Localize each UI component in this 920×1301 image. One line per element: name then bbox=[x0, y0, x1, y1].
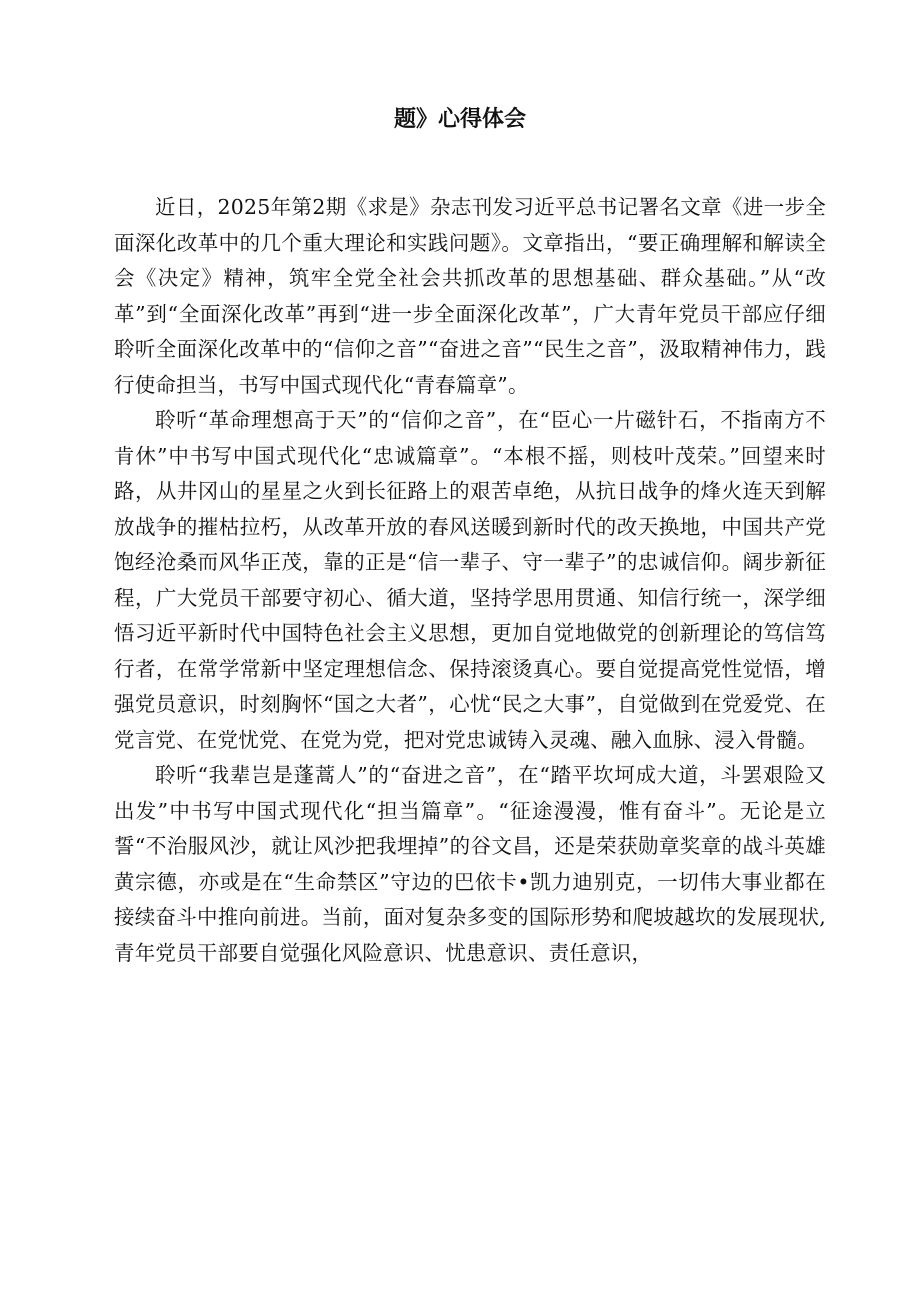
paragraph: 聆听“革命理想高于天”的“信仰之音”，在“臣心一片磁针石，不指南方不肯休”中书写中国式现代化“忠诚篇章”。“本根不摇，则枝叶茂荣。”回望来时路，从井冈山的星星之火到长征路上的艰苦卓绝，从抗日战争的烽火连天到解放战争的摧枯拉朽，从改革开放的春风送暖到新时代的改天换地，中国共产党饱经沧桑而风华正茂，靠的正是“信一辈子、守一辈子”的忠诚信仰。阔步新征程，广大党员干部要守初心、循大道，坚持学思用贯通、知信行统一，深学细悟习近平新时代中国特色社会主义思想，更加自觉地做党的创新理论的笃信笃行者，在常学常新中坚定理想信念、保持滚烫真心。要自觉提高党性觉悟，增强党员意识，时刻胸怀“国之大者”，心忧“民之大事”，自觉做到在党爱党、在党言党、在党忧党、在党为党，把对党忠诚铸入灵魂、融入血脉、浸入骨髓。 bbox=[114, 408, 826, 752]
document-title: 题》心得体会 bbox=[393, 107, 526, 132]
paragraph: 近日，2025年第2期《求是》杂志刊发习近平总书记署名文章《进一步全面深化改革中的几个重大理论和实践问题》。文章指出，“要正确理解和解读全会《决定》精神，筑牢全党全社会共抓改革的思想基础、群众基础。”从“改革”到“全面深化改革”再到“进一步全面深化改革”，广大青年党员干部应仔细聆听全面深化改革中的“信仰之音”“奋进之音”“民生之音”，汲取精神伟力，践行使命担当，书写中国式现代化“青春篇章”。 bbox=[114, 195, 826, 397]
document-body bbox=[114, 190, 826, 971]
paragraph: 聆听“我辈岂是蓬蒿人”的“奋进之音”，在“踏平坎坷成大道，斗罢艰险又出发”中书写中国式现代化“担当篇章”。“征途漫漫，惟有奋斗”。无论是立誓“不治服风沙，就让风沙把我埋掉”的谷文昌，还是荣获勋章奖章的战斗英雄黄宗德，亦或是在“生命禁区”守边的巴依卡•凯力迪别克，一切伟大事业都在接续奋斗中推向前进。当前，面对复杂多变的国际形势和爬坡越坎的发展现状,青年党员干部要自觉强化风险意识、忧患意识、责任意识， bbox=[114, 763, 826, 965]
